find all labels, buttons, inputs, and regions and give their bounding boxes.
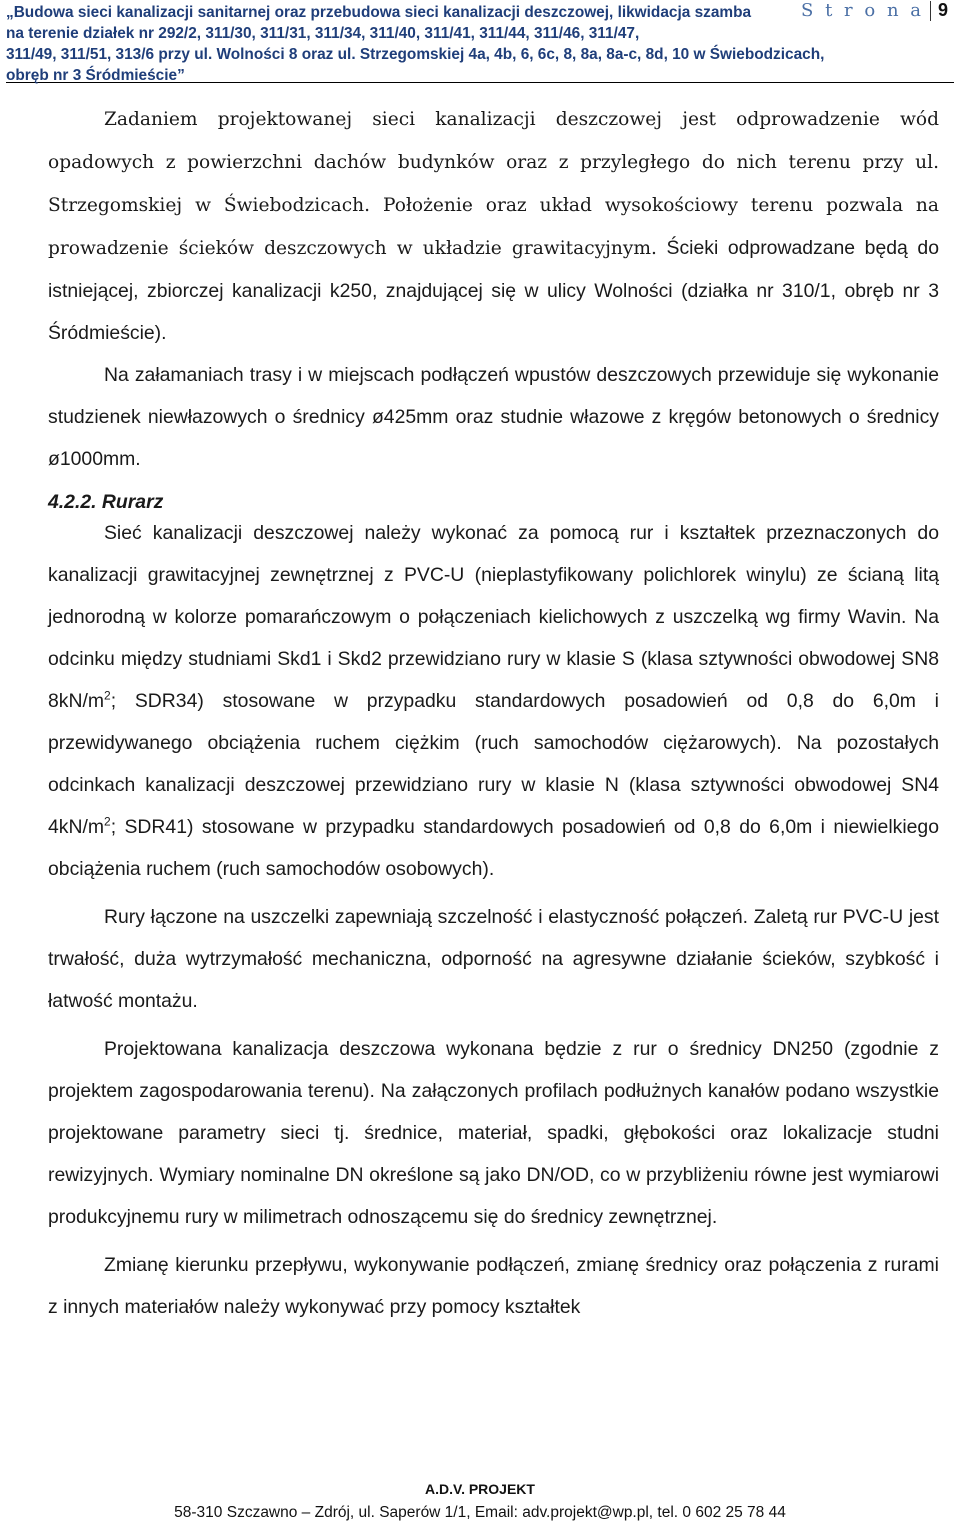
paragraph-diameter: Projektowana kanalizacja deszczowa wykonana będzie z rur o średnicy DN250 (zgodnie z projektem zagospodarowania terenu). Na załączonych profilach podłużnych kanałów podano wszystkie projektowane parametry sieci tj. średnice, materiał, spadki, głębokości oraz lokalizacje studni rewizyjnych. Wymiary nominalne DN określone są jako DN/OD, co w przybliżeniu równe jest wymiarowi produkcyjnemu rury w milimetrach odnoszącemu się do średnicy zewnętrznej.	[48, 1038, 939, 1228]
page-header	[6, 0, 954, 83]
page-number: 9	[937, 0, 948, 20]
paragraph-intro	[48, 98, 939, 354]
footer-address: 58-310 Szczawno – Zdrój, ul. Saperów 1/1, Email: adv.projekt@wp.pl, tel. 0 602 25 78 44	[174, 1504, 786, 1521]
section-heading: 4.2.2. Rurarz	[48, 491, 164, 513]
superscript-2-b: 2	[104, 814, 111, 829]
paragraph-pipes-part-2: ; SDR34) stosowane w przypadku standardowych posadowień od 0,8 do 6,0m i przewidywanego obciążenia ruchem ciężkim (ruch samochodów ciężarowych). Na pozostałych odcinkach kanalizacji deszczowej przewidziano rury w klasie N (klasa sztywności obwodowej SN4 4kN/m	[48, 690, 939, 838]
page-label: S t r o n a	[801, 0, 924, 21]
paragraph-pipes	[48, 512, 939, 890]
paragraph-pipes-part-3: ; SDR41) stosowane w przypadku standardowych posadowień od 0,8 do 6,0m i niewielkiego obciążenia ruchem (ruch samochodów osobowych).	[48, 816, 939, 880]
paragraph-fittings: Zmianę kierunku przepływu, wykonywanie podłączeń, zmianę średnicy oraz połączenia z rurami z innych materiałów należy wykonywać przy pomocy kształtek	[48, 1254, 939, 1318]
paragraph-pipes-part-1: Sieć kanalizacji deszczowej należy wykonać za pomocą rur i kształtek przeznaczonych do kanalizacji grawitacyjnej zewnętrznej z PVC-U (nieplastyfikowany polichlorek winylu) ze ścianą litą jednorodną w kolorze pomarańczowym o połączeniach kielichowych z uszczelką wg firmy Wavin. Na odcinku między studniami Skd1 i Skd2 przewidziano rury w klasie S (klasa sztywności obwodowej SN8 8kN/m	[48, 522, 939, 712]
document-body	[48, 98, 939, 1328]
paragraph-intro-serif: Zadaniem projektowanej sieci kanalizacji deszczowej jest odprowadzenie wód opadowych z powierzchni dachów budynków oraz z przyległego do nich terenu przy ul. Strzegomskiej w Świebodzicach. Położenie oraz układ wysokościowy terenu pozwala na prowadzenie ścieków deszczowych w układzie grawitacyjnym.	[48, 109, 939, 259]
header-title	[6, 2, 886, 86]
header-title-line-4: obręb nr 3 Śródmieście”	[6, 67, 185, 84]
header-title-line-3: 311/49, 311/51, 313/6 przy ul. Wolności 8 oraz ul. Strzegomskiej 4a, 4b, 6, 6c, 8, 8a, 8a-c, 8d, 10 w Świebodzicach,	[6, 46, 825, 63]
page-footer	[0, 1478, 960, 1526]
footer-company: A.D.V. PROJEKT	[425, 1481, 535, 1497]
page-number-divider	[930, 1, 932, 21]
paragraph-seals: Rury łączone na uszczelki zapewniają szczelność i elastyczność połączeń. Zaletą rur PVC-U jest trwałość, duża wytrzymałość mechaniczna, odporność na agresywne działanie ścieków, szybkość i łatwość montażu.	[48, 906, 939, 1012]
superscript-2-a: 2	[104, 688, 111, 703]
paragraph-wells: Na załamaniach trasy i w miejscach podłączeń wpustów deszczowych przewiduje się wykonanie studzienek niewłazowych o średnicy ø425mm oraz studnie włazowe z kręgów betonowych o średnicy ø1000mm.	[48, 364, 939, 470]
header-title-line-2: na terenie działek nr 292/2, 311/30, 311/31, 311/34, 311/40, 311/41, 311/44, 311/46, 311/47,	[6, 25, 640, 42]
paragraph-intro-sans: Ścieki odprowadzane będą do istniejącej, zbiorczej kanalizacji k250, znajdującej się w ulicy Wolności (działka nr 310/1, obręb nr 3 Śródmieście).	[48, 237, 939, 344]
header-title-line-1: „Budowa sieci kanalizacji sanitarnej oraz przebudowa sieci kanalizacji deszczowej, likwidacja szamba	[6, 4, 752, 21]
